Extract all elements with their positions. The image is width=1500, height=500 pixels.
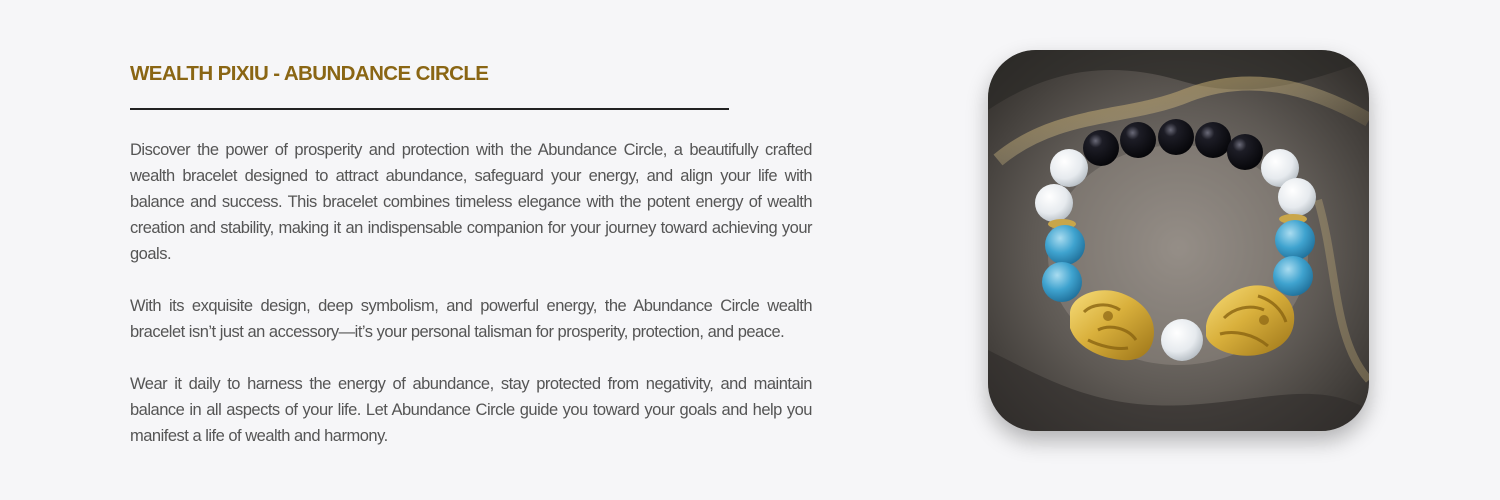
- white-jade-bead: [1035, 184, 1073, 222]
- bracelet-photo: [988, 50, 1369, 431]
- product-image: [988, 50, 1369, 431]
- blue-stone-bead: [1275, 220, 1315, 260]
- blue-stone-bead: [1045, 225, 1085, 265]
- white-jade-bead: [1278, 178, 1316, 216]
- black-onyx-bead: [1227, 134, 1263, 170]
- white-jade-bead: [1050, 149, 1088, 187]
- black-onyx-bead: [1120, 122, 1156, 158]
- black-onyx-bead: [1195, 122, 1231, 158]
- product-title: WEALTH PIXIU - ABUNDANCE CIRCLE: [130, 62, 489, 85]
- title-divider: [130, 108, 729, 110]
- description-paragraph: Discover the power of prosperity and protection with the Abundance Circle, a beautifully crafted wealth bracelet designed to attract abundance, safeguard your energy, and align your life with balance and success. This bracelet combines timeless elegance with the potent energy of wealth creation and stability, making it an indispensable companion for your journey toward achieving your goals.: [130, 141, 812, 263]
- blue-stone-bead: [1273, 256, 1313, 296]
- white-jade-bead: [1161, 319, 1203, 361]
- description-paragraph: With its exquisite design, deep symbolism, and powerful energy, the Abundance Circle wealth bracelet isn’t just an accessory—it’s your personal talisman for prosperity, protection, and peace.: [130, 297, 812, 341]
- black-onyx-bead: [1083, 130, 1119, 166]
- product-description-section: [130, 60, 812, 449]
- black-onyx-bead: [1158, 119, 1194, 155]
- blue-stone-bead: [1042, 262, 1082, 302]
- description-paragraph: Wear it daily to harness the energy of abundance, stay protected from negativity, and maintain balance in all aspects of your life. Let Abundance Circle guide you toward your goals and help you manifest a life of wealth and harmony.: [130, 375, 812, 445]
